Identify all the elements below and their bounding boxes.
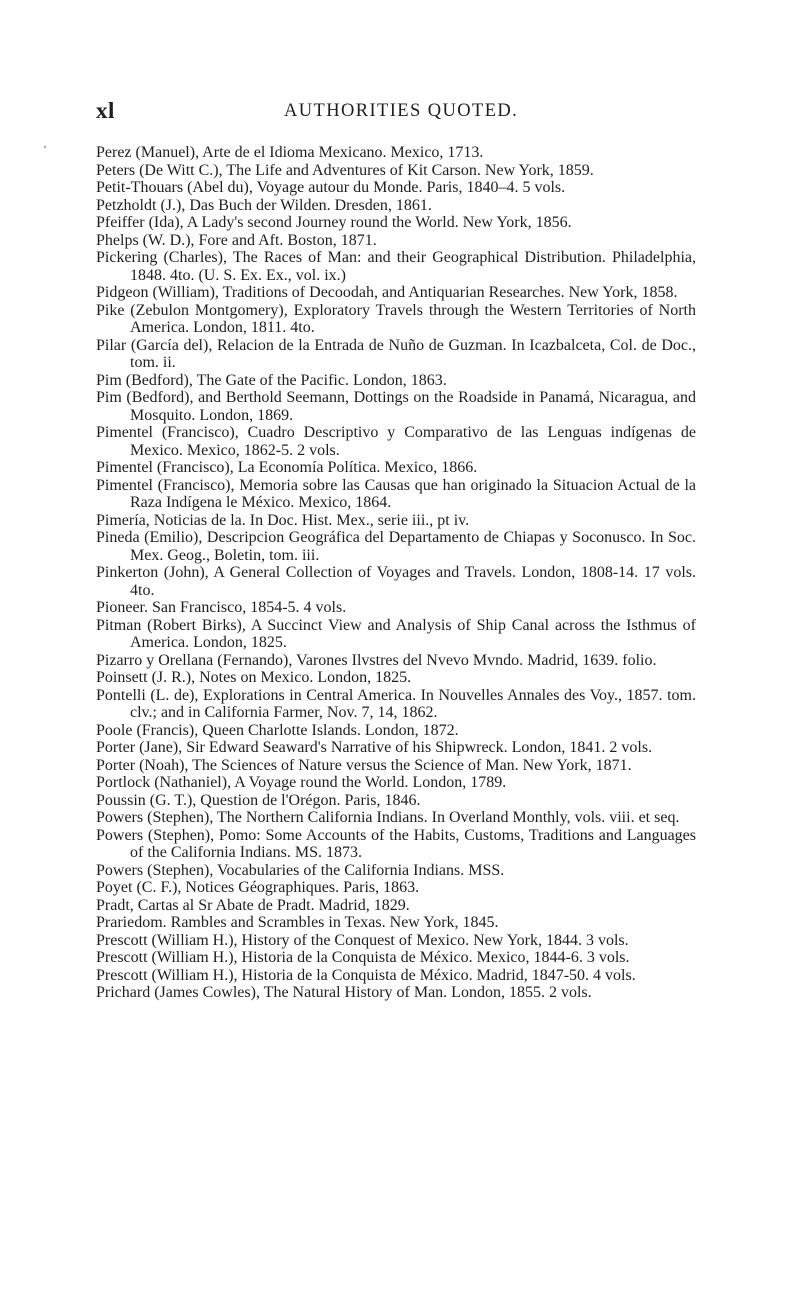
bibliography-entry: Prescott (William H.), Historia de la Conquista de México. Madrid, 1847-50. 4 vols. xyxy=(96,966,636,984)
bibliography-entry: Pilar (García del), Relacion de la Entrada de Nuño de Guzman. In Icazbalceta, Col. de Doc., tom. ii. xyxy=(96,336,696,371)
bibliography-entry: Porter (Noah), The Sciences of Nature versus the Science of Man. New York, 1871. xyxy=(96,756,632,774)
bibliography-entry: Powers (Stephen), The Northern California Indians. In Overland Monthly, vols. viii. et seq. xyxy=(96,809,680,826)
bibliography-entry: Powers (Stephen), Vocabularies of the California Indians. MSS. xyxy=(96,861,505,879)
bibliography-entry: Powers (Stephen), Pomo: Some Accounts of the Habits, Customs, Traditions and Languages of the California Indians. MS. 1873. xyxy=(96,826,696,861)
bibliography-entry: Prescott (William H.), History of the Conquest of Mexico. New York, 1844. 3 vols. xyxy=(96,931,629,949)
bibliography-entry: Phelps (W. D.), Fore and Aft. Boston, 1871. xyxy=(96,231,377,249)
bibliography-entry: Pimería, Noticias de la. In Doc. Hist. Mex., serie iii., pt iv. xyxy=(96,511,470,529)
bibliography-entry: Porter (Jane), Sir Edward Seaward's Narrative of his Shipwreck. London, 1841. 2 vols. xyxy=(96,739,653,756)
bibliography-entry: Pradt, Cartas al Sr Abate de Pradt. Madrid, 1829. xyxy=(96,896,410,914)
bibliography-entry: Pickering (Charles), The Races of Man: and their Geographical Distribution. Philadelphia, 1848. 4to. (U. S. Ex. Ex., vol. ix.) xyxy=(96,249,696,284)
bibliography-entry: Pinkerton (John), A General Collection of Voyages and Travels. London, 1808-14. 17 vols. 4to. xyxy=(96,564,696,599)
bibliography-entry: Poole (Francis), Queen Charlotte Islands. London, 1872. xyxy=(96,721,459,739)
bibliography-entry: Prariedom. Rambles and Scrambles in Texas. New York, 1845. xyxy=(96,914,499,931)
bibliography-entry: Petzholdt (J.), Das Buch der Wilden. Dresden, 1861. xyxy=(96,196,432,214)
bibliography-entry: Pfeiffer (Ida), A Lady's second Journey round the World. New York, 1856. xyxy=(96,214,572,231)
bibliography-entry: Peters (De Witt C.), The Life and Adventures of Kit Carson. New York, 1859. xyxy=(96,161,594,179)
bibliography-entry: Poussin (G. T.), Question de l'Orégon. Paris, 1846. xyxy=(96,791,421,809)
bibliography-entry: Poinsett (J. R.), Notes on Mexico. London, 1825. xyxy=(96,669,412,686)
bibliography-entry: Pioneer. San Francisco, 1854-5. 4 vols. xyxy=(96,599,347,616)
bibliography-list xyxy=(96,144,696,1002)
bibliography-entry: Pimentel (Francisco), Cuadro Descriptivo y Comparativo de las Lenguas indígenas de Mexico. Mexico, 1862-5. 2 vols. xyxy=(96,424,696,459)
bibliography-entry: Petit-Thouars (Abel du), Voyage autour du Monde. Paris, 1840–4. 5 vols. xyxy=(96,179,566,196)
bibliography-entry: Pitman (Robert Birks), A Succinct View and Analysis of Ship Canal across the Isthmus of America. London, 1825. xyxy=(96,616,696,651)
bibliography-entry: Perez (Manuel), Arte de el Idioma Mexicano. Mexico, 1713. xyxy=(96,144,484,161)
bibliography-entry: Pizarro y Orellana (Fernando), Varones Ilvstres del Nvevo Mvndo. Madrid, 1639. folio. xyxy=(96,651,657,669)
bibliography-entry: Pidgeon (William), Traditions of Decoodah, and Antiquarian Researches. New York, 1858. xyxy=(96,284,678,301)
bibliography-entry: Pike (Zebulon Montgomery), Exploratory Travels through the Western Territories of North America. London, 1811. 4to. xyxy=(96,301,696,336)
bibliography-entry: Pontelli (L. de), Explorations in Central America. In Nouvelles Annales des Voy., 1857. tom. clv.; and in California Farmer, Nov. 7, 14, 1862. xyxy=(96,686,696,721)
bibliography-entry: Pim (Bedford), The Gate of the Pacific. London, 1863. xyxy=(96,371,447,389)
page-number: xl xyxy=(96,98,115,123)
bibliography-entry: Prescott (William H.), Historia de la Conquista de México. Mexico, 1844-6. 3 vols. xyxy=(96,949,630,966)
bibliography-entry: Poyet (C. F.), Notices Géographiques. Paris, 1863. xyxy=(96,879,420,896)
running-head: AUTHORITIES QUOTED. xyxy=(284,101,519,121)
bibliography-entry: Portlock (Nathaniel), A Voyage round the World. London, 1789. xyxy=(96,774,507,791)
bibliography-entry: Prichard (James Cowles), The Natural History of Man. London, 1855. 2 vols. xyxy=(96,984,592,1001)
bibliography-entry: Pimentel (Francisco), Memoria sobre las Causas que han originado la Situacion Actual de la Raza Indígena le México. Mexico, 1864. xyxy=(96,476,696,511)
scan-speck xyxy=(44,146,46,148)
bibliography-entry: Pim (Bedford), and Berthold Seemann, Dottings on the Roadside in Panamá, Nicaragua, and Mosquito. London, 1869. xyxy=(96,389,696,424)
bibliography-entry: Pimentel (Francisco), La Economía Política. Mexico, 1866. xyxy=(96,459,478,476)
bibliography-entry: Pineda (Emilio), Descripcion Geográfica del Departamento de Chiapas y Soconusco. In Soc. Mex. Geog., Boletin, tom. iii. xyxy=(96,529,696,564)
